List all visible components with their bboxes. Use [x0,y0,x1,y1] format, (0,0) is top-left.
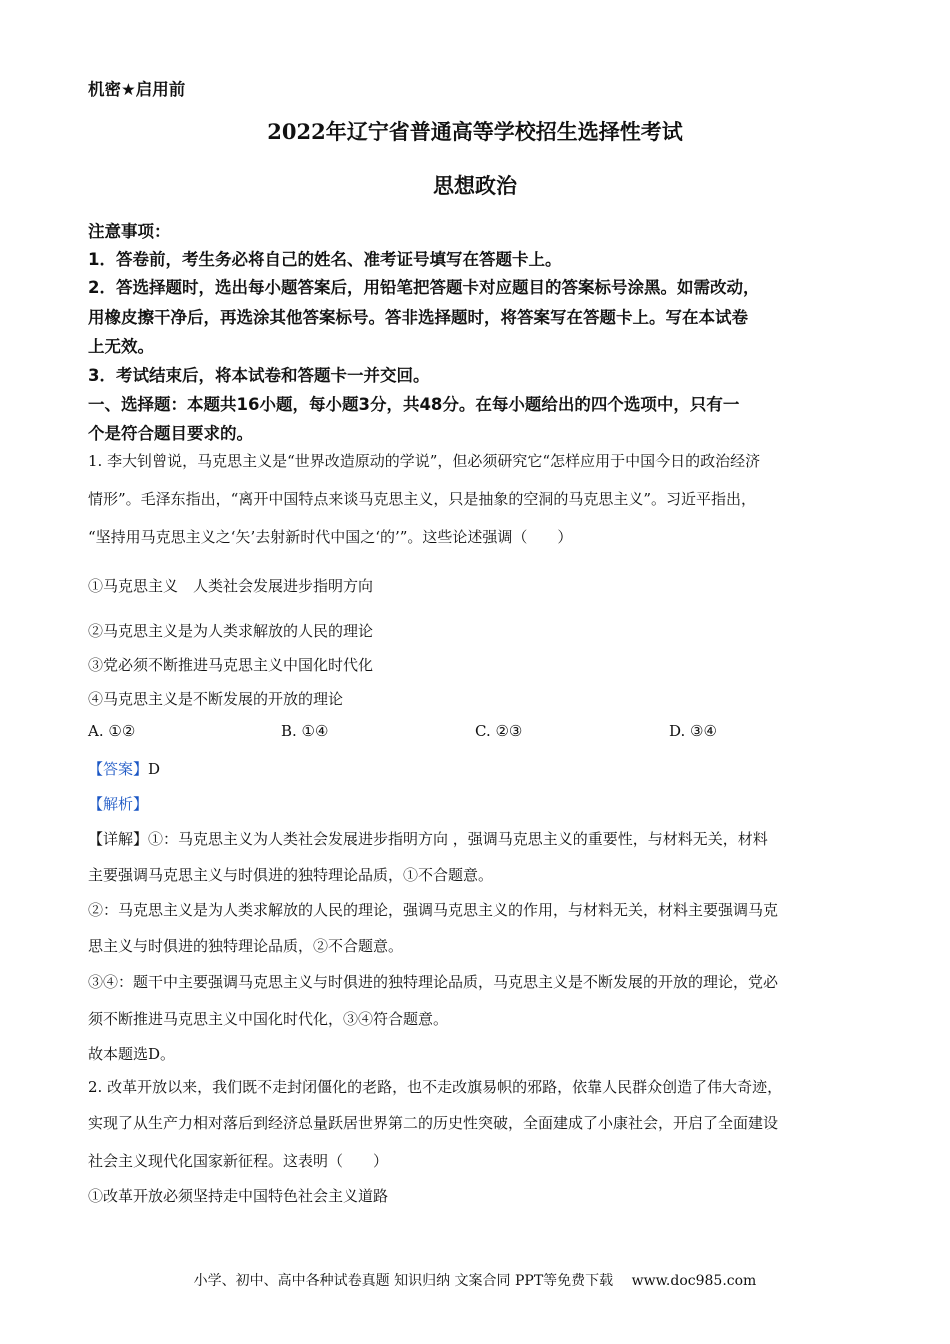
note-2-line-3: 上无效。 [88,337,154,356]
answer-tag: 【答案】 [88,760,149,778]
q1-detail-line-5: ③④：题干中主要强调马克思主义与时俱进的独特理论品质，马克思主义是不断发展的开放的理论，党必 [88,973,779,991]
q1-option-c: C. ②③ [475,722,523,740]
q1-statement-2: ②马克思主义是为人类求解放的人民的理论 [88,622,374,640]
q1-detail-line-3: ②：马克思主义是为人类求解放的人民的理论，强调马克思主义的作用，与材料无关，材料主要强调马克 [88,901,779,919]
q1-detail-line-2: 主要强调马克思主义与时俱进的独特理论品质，①不合题意。 [88,866,494,884]
section-heading-line-1: 一、选择题：本题共16小题，每小题3分，共48分。在每小题给出的四个选项中，只有一 [88,395,740,414]
q2-stem-line-1: 2. 改革开放以来，我们既不走封闭僵化的老路，也不走改旗易帜的邪路，依靠人民群众创造了伟大奇迹， [88,1078,783,1096]
q1-option-d: D. ③④ [669,722,717,740]
subject-title: 思想政治 [433,173,517,198]
confidential-mark: 机密★启用前 [88,80,186,99]
q1-statement-1: ①马克思主义 人类社会发展进步指明方向 [88,577,374,595]
q1-conclusion: 故本题选D。 [88,1045,176,1063]
q1-statement-4: ④马克思主义是不断发展的开放的理论 [88,690,344,708]
footer-text: 小学、初中、高中各种试卷真题 知识归纳 文案合同 PPT等免费下载 www.doc985.com [193,1273,757,1289]
q1-stem-line-3: “坚持用马克思主义之‘矢’去射新时代中国之‘的’”。这些论述强调（ ） [88,528,573,546]
q1-detail-line-6: 须不断推进马克思主义中国化时代化，③④符合题意。 [88,1010,449,1028]
detail-text: ①：马克思主义为人类社会发展进步指明方向 ，强调马克思主义的重要性，与材料无关，材料 [148,830,768,848]
section-heading-line-2: 个是符合题目要求的。 [88,424,253,443]
q1-stem-line-2: 情形”。毛泽东指出，“离开中国特点来谈马克思主义，只是抽象的空洞的马克思主义”。习近平指出， [88,490,757,508]
notes-heading: 注意事项： [88,222,171,241]
q1-answer [88,758,160,779]
q1-option-b: B. ①④ [281,722,329,740]
q2-statement-1: ①改革开放必须坚持走中国特色社会主义道路 [88,1187,389,1205]
q1-option-a: A. ①② [88,722,136,740]
q1-detail-line-4: 思主义与时俱进的独特理论品质，②不合题意。 [88,937,404,955]
answer-value: D [148,760,161,778]
q2-stem-line-3: 社会主义现代化国家新征程。这表明（ ） [88,1152,389,1170]
note-3: 3．考试结束后，将本试卷和答题卡一并交回。 [88,366,430,385]
exam-title: 2022年辽宁省普通高等学校招生选择性考试 [267,119,683,144]
q1-stem-line-1: 1. 李大钊曾说，马克思主义是“世界改造原动的学说”，但必须研究它“怎样应用于中国今日的政治经济 [88,452,761,470]
note-2-line-1: 2．答选择题时，选出每小题答案后，用铅笔把答题卡对应题目的答案标号涂黑。如需改动， [88,278,760,297]
detail-tag: 【详解】 [88,830,149,848]
q1-analysis-tag: 【解析】 [88,795,149,813]
q1-detail-line-1 [88,828,768,849]
q2-stem-line-2: 实现了从生产力相对落后到经济总量跃居世界第二的历史性突破，全面建成了小康社会，开启了全面建设 [88,1114,779,1132]
note-2-line-2: 用橡皮擦干净后，再选涂其他答案标号。答非选择题时，将答案写在答题卡上。写在本试卷 [88,308,748,327]
note-1: 1．答卷前，考生务必将自己的姓名、准考证号填写在答题卡上。 [88,250,562,269]
q1-statement-3: ③党必须不断推进马克思主义中国化时代化 [88,656,374,674]
